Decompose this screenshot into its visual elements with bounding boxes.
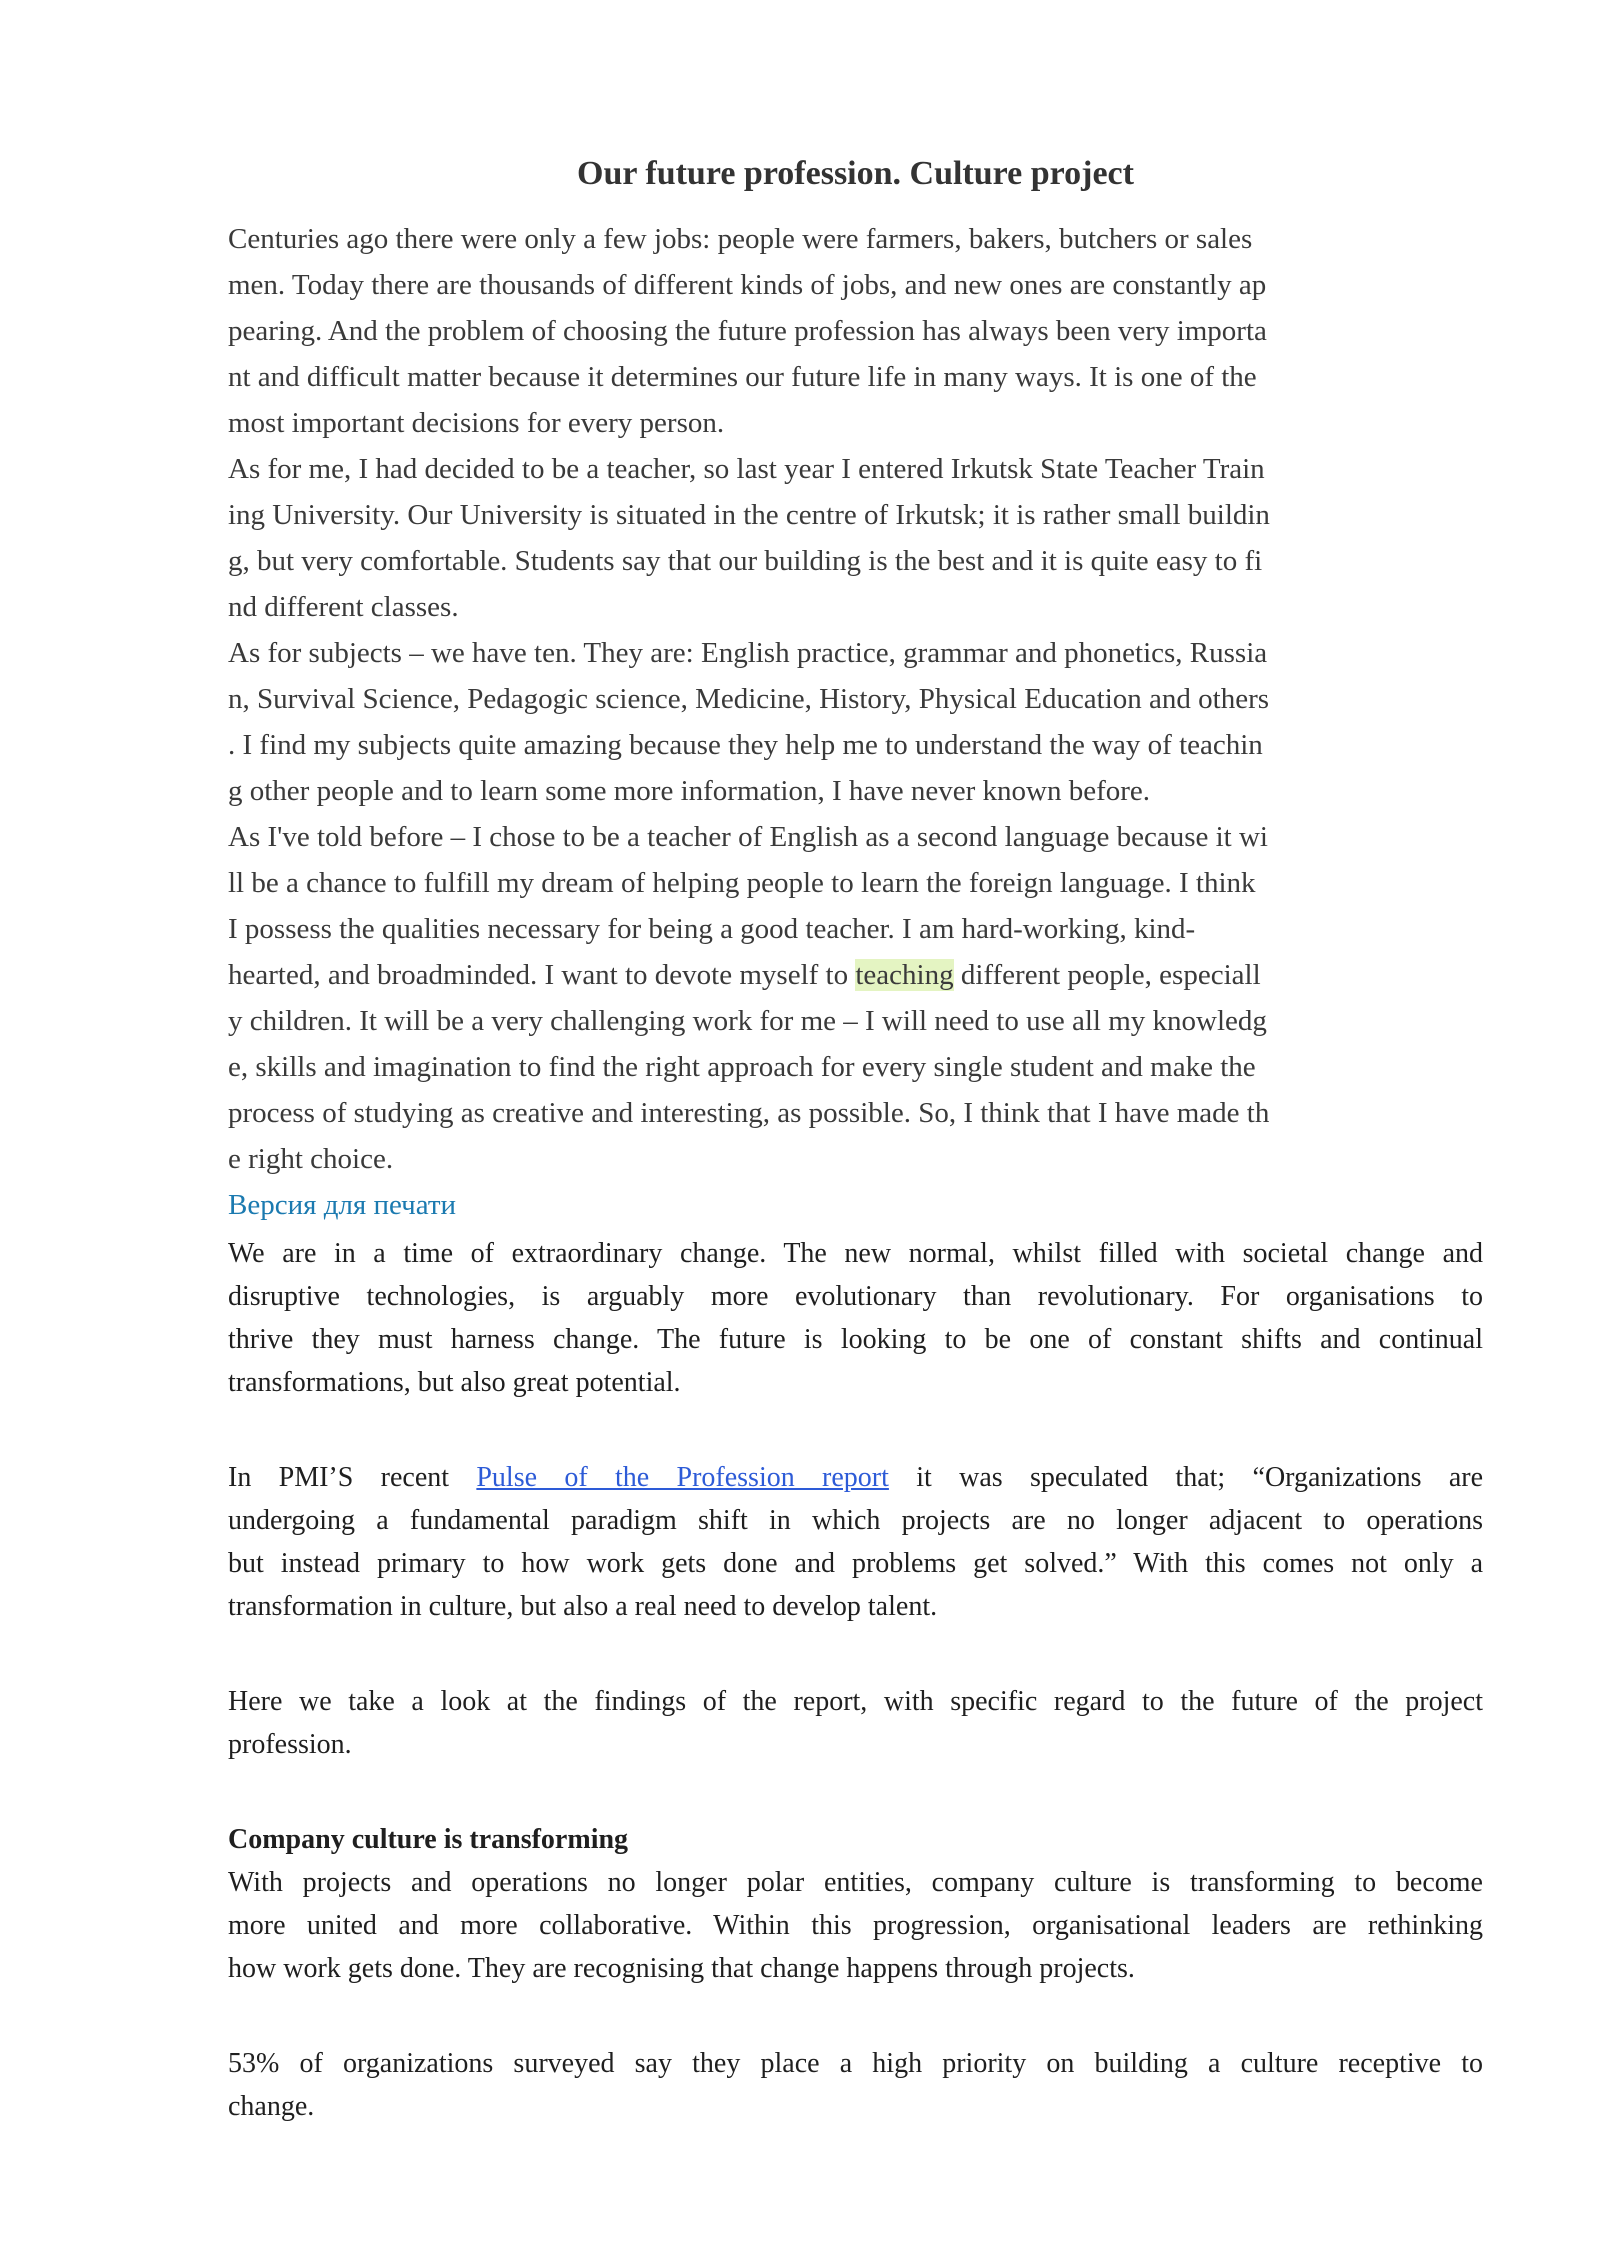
article-paragraph [228, 1456, 1483, 1628]
article-paragraph [228, 2042, 1483, 2128]
essay-line: g other people and to learn some more information, I have never known before. [228, 775, 1151, 807]
paragraph-line: undergoing a fundamental paradigm shift in which projects are no longer adjacent to operations [228, 1505, 1483, 1536]
essay-line: n, Survival Science, Pedagogic science, Medicine, History, Physical Education and others [228, 683, 1270, 715]
paragraph-line: disruptive technologies, is arguably more evolutionary than revolutionary. For organisations to [228, 1281, 1483, 1312]
paragraph-line: 53% of organizations surveyed say they place a high priority on building a culture receptive to [228, 2048, 1483, 2079]
essay-line: nt and difficult matter because it determines our future life in many ways. It is one of the [228, 361, 1257, 393]
paragraph-line: profession. [228, 1729, 352, 1760]
essay-line: ing University. Our University is situated in the centre of Irkutsk; it is rather small buildin [228, 499, 1270, 531]
essay-line: ll be a chance to fulfill my dream of helping people to learn the foreign language. I think [228, 867, 1256, 899]
essay-text [228, 216, 1483, 1182]
essay-line: e, skills and imagination to find the right approach for every single student and make the [228, 1051, 1256, 1083]
essay-line [228, 952, 1483, 998]
text-segment: In PMI’S recent [228, 1462, 477, 1493]
article-paragraph [228, 1680, 1483, 1766]
essay-line: y children. It will be a very challenging work for me – I will need to use all my knowledg [228, 1005, 1267, 1037]
essay-line: e right choice. [228, 1143, 394, 1175]
paragraph-line: Here we take a look at the findings of the report, with specific regard to the future of the project [228, 1686, 1483, 1717]
paragraph-line: thrive they must harness change. The future is looking to be one of constant shifts and continual [228, 1324, 1483, 1355]
text-segment: different people, especiall [953, 959, 1261, 991]
essay-line: As for me, I had decided to be a teacher, so last year I entered Irkutsk State Teacher Train [228, 453, 1265, 485]
essay-line: As for subjects – we have ten. They are: English practice, grammar and phonetics, Russia [228, 637, 1268, 669]
paragraph-line: We are in a time of extraordinary change. The new normal, whilst filled with societal change and [228, 1238, 1483, 1269]
paragraph-line: change. [228, 2091, 315, 2122]
section-heading: Company culture is transforming [228, 1824, 629, 1855]
highlighted-word: teaching [855, 959, 954, 991]
essay-line: Centuries ago there were only a few jobs: people were farmers, bakers, butchers or sales [228, 223, 1253, 255]
paragraph-line [228, 1456, 1483, 1499]
pulse-report-link[interactable]: Pulse of the Profession report [476, 1462, 889, 1493]
essay-line: nd different classes. [228, 591, 459, 623]
essay-line: pearing. And the problem of choosing the future profession has always been very importa [228, 315, 1267, 347]
paragraph-line: how work gets done. They are recognising that change happens through projects. [228, 1953, 1135, 1984]
paragraph-line: transformation in culture, but also a real need to develop talent. [228, 1591, 938, 1622]
paragraph-line: but instead primary to how work gets done and problems get solved.” With this comes not only a [228, 1548, 1483, 1579]
article-section [228, 1232, 1483, 2128]
essay-line: g, but very comfortable. Students say that our building is the best and it is quite easy to fi [228, 545, 1263, 577]
essay-line: . I find my subjects quite amazing because they help me to understand the way of teachin [228, 729, 1263, 761]
text-segment: hearted, and broadminded. I want to devote myself to [228, 959, 856, 991]
page-title: Our future profession. Culture project [577, 155, 1134, 192]
paragraph-line: transformations, but also great potential. [228, 1367, 681, 1398]
paragraph-line: more united and more collaborative. Within this progression, organisational leaders are rethinking [228, 1910, 1483, 1941]
print-version-link[interactable]: Версия для печати [228, 1189, 457, 1221]
paragraph-line: With projects and operations no longer polar entities, company culture is transforming to become [228, 1867, 1483, 1898]
essay-line: I possess the qualities necessary for being a good teacher. I am hard-working, kind- [228, 913, 1196, 945]
text-segment: it was speculated that; “Organizations are [888, 1462, 1483, 1493]
essay-line: men. Today there are thousands of different kinds of jobs, and new ones are constantly ap [228, 269, 1267, 301]
essay-line: process of studying as creative and interesting, as possible. So, I think that I have made th [228, 1097, 1270, 1129]
article-paragraph [228, 1861, 1483, 1990]
article-paragraph [228, 1232, 1483, 1404]
essay-line: most important decisions for every person. [228, 407, 725, 439]
essay-line: As I've told before – I chose to be a teacher of English as a second language because it wi [228, 821, 1268, 853]
